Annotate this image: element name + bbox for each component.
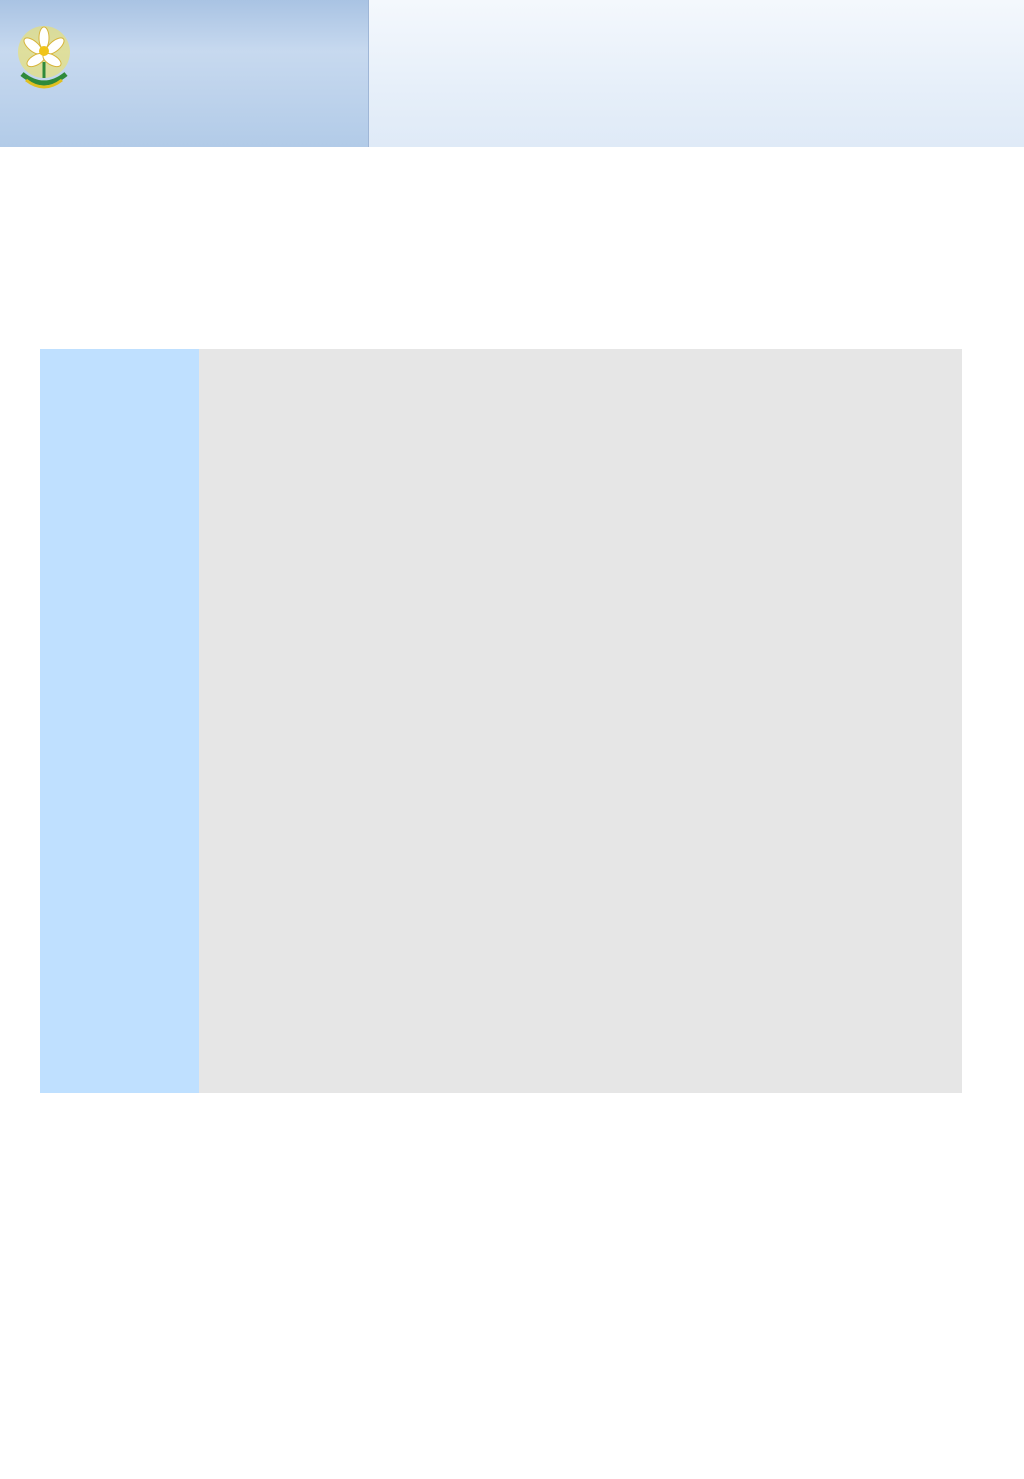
news-label-cell bbox=[40, 349, 199, 1093]
header-banner bbox=[0, 0, 1024, 147]
hospital-logo-panel bbox=[0, 0, 369, 147]
news-body-cell bbox=[199, 349, 962, 1093]
lily-flower-emblem-icon bbox=[16, 22, 72, 96]
sunflower-row bbox=[365, 86, 1024, 147]
news-table bbox=[40, 349, 962, 1093]
pink-flower-row bbox=[0, 1404, 1024, 1479]
